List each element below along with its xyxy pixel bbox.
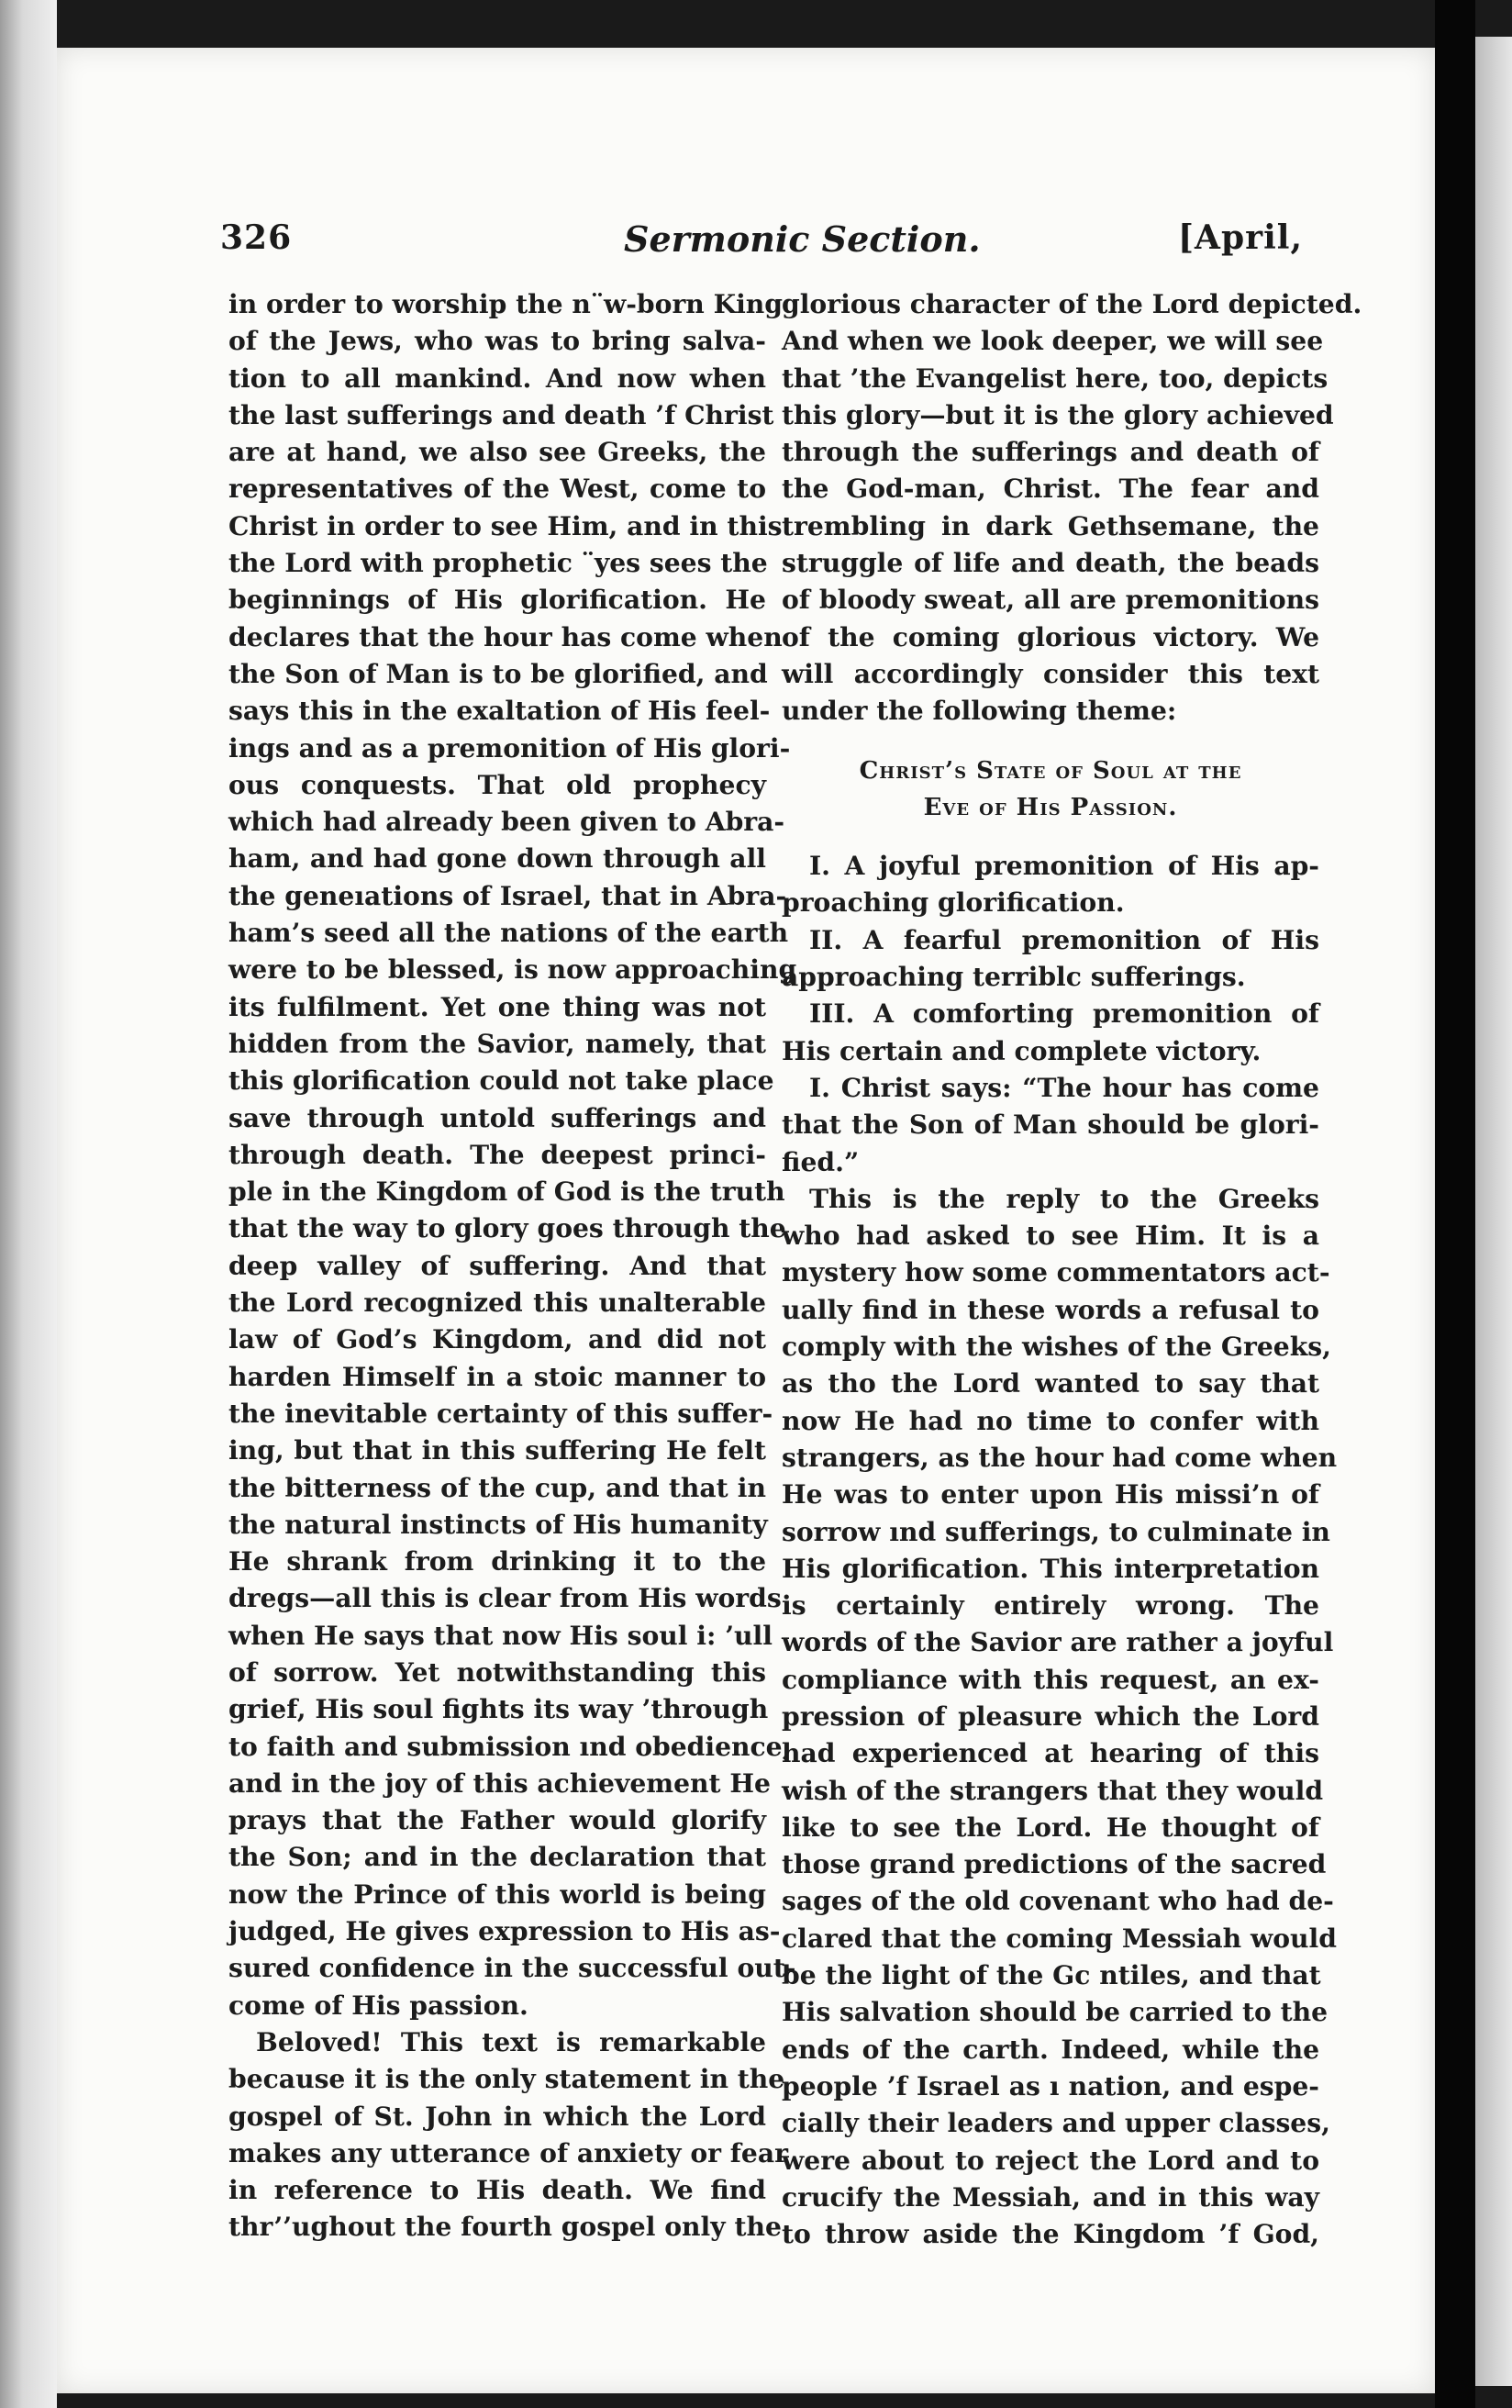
text-line: clared that the coming Messiah would (782, 1923, 1337, 1954)
outline-line: fied.” (782, 1146, 860, 1177)
text-line: to faith and submission ınd obedience, (228, 1731, 792, 1762)
text-line: ple in the Kingdom of God is the truth (228, 1176, 785, 1208)
right-intro (782, 286, 1362, 730)
spacer (782, 826, 1319, 848)
text-line: were to be blessed, is now approaching (228, 954, 797, 986)
text-line: the God-man, Christ. The fear and (782, 474, 1319, 505)
text-line: ually find in these words a refusal to (782, 1294, 1319, 1325)
text-line: struggle of life and death, the beads (782, 548, 1319, 579)
text-line: dregs—all this is clear from His words (228, 1583, 782, 1614)
text-line: prays that the Father would glorify (228, 1805, 766, 1836)
text-line: He was to enter upon His missi’n of (782, 1479, 1319, 1511)
text-line: the natural instincts of His humanity (228, 1509, 768, 1540)
text-line: and in the joy of this achievement He (228, 1767, 771, 1799)
text-line: words of the Savior are rather a joyful (782, 1627, 1334, 1658)
text-line: save through untold sufferings and (228, 1102, 766, 1133)
text-line: He shrank from drinking it to the (228, 1546, 766, 1577)
text-line: who had asked to see Him. It is a (782, 1221, 1319, 1252)
running-head (220, 218, 1303, 273)
outline-line: proaching glorification. (782, 887, 1125, 919)
text-line: ing, but that in this suffering He felt (228, 1435, 766, 1466)
text-line: of the coming glorious victory. We (782, 621, 1319, 652)
text-line: sured confidence in the successful out- (228, 1953, 796, 1984)
text-line: the inevitable certainty of this suffer- (228, 1398, 773, 1429)
text-line: tion to all mankind. And now when (228, 362, 766, 394)
text-line: ham’s seed all the nations of the earth (228, 918, 789, 949)
text-line: in order to worship the n¨w-born King (228, 289, 784, 319)
text-line: now He had no time to confer with (782, 1405, 1319, 1436)
text-line: be the light of the Gс ntiles, and that (782, 1960, 1321, 1991)
outline-line: approaching terriblс sufferings. (782, 962, 1246, 993)
text-line: cially their leaders and upper classes, (782, 2108, 1330, 2139)
text-line: because it is the only statement in the (228, 2064, 785, 2095)
text-line: to throw aside the Kingdom ’f God, (782, 2219, 1319, 2250)
text-line: when He says that now His soul i: ’ull (228, 1620, 773, 1651)
text-line: compliance with this request, an ex- (782, 1664, 1319, 1695)
next-page-edge (1475, 37, 1512, 2386)
text-line: beginnings of His glorification. He (228, 585, 766, 616)
right-body (782, 1181, 1338, 2254)
theme-heading-line: Eve of His Passion. (923, 793, 1178, 821)
text-line: the Son; and in the declaration that (228, 1842, 766, 1873)
text-line: that ’the Evangelist here, too, depicts (782, 362, 1329, 394)
text-line: of bloody sweat, all are premonitions (782, 585, 1319, 616)
text-line: the Son of Man is to be glorified, and (228, 658, 768, 689)
text-line: declares that the hour has come when (228, 621, 783, 652)
text-line: comply with the wishes of the Greeks, (782, 1332, 1331, 1363)
text-line: are at hand, we also see Greeks, the (228, 437, 766, 468)
outline-line: His certain and complete victory. (782, 1035, 1262, 1066)
text-line: through death. The deepest princi- (228, 1139, 766, 1170)
outline-line: that the Son of Man should be glori- (782, 1109, 1319, 1141)
text-line: This is the reply to the Greeks (809, 1183, 1319, 1214)
sermon-outline (782, 848, 1319, 1181)
text-line: deep valley of suffering. And that (228, 1250, 766, 1281)
text-line: the last sufferings and death ’f Christ (228, 399, 774, 430)
text-line: the geneıations of Israel, that in Abra- (228, 880, 787, 911)
text-line: is certainly entirely wrong. The (782, 1590, 1319, 1622)
spacer (782, 730, 1319, 752)
scan-edge-left (0, 0, 57, 2408)
binding-gutter (1435, 0, 1475, 2408)
text-line: His glorification. This interpretation (782, 1553, 1319, 1584)
text-line: the bitterness of the cup, and that in (228, 1472, 766, 1503)
text-line: in reference to His death. We find (228, 2175, 766, 2206)
text-line: Christ in order to see Him, and in this (228, 510, 783, 541)
left-column (228, 286, 797, 2246)
text-line: had experienced at hearing of this (782, 1738, 1319, 1769)
text-line: Beloved! This text is remarkable (256, 2026, 766, 2057)
text-line: this glorification could not take place (228, 1065, 774, 1097)
text-line: people ’f Israel as ı nation, and espe- (782, 2070, 1319, 2101)
text-line: grief, His soul fights its way ’through (228, 1694, 769, 1725)
text-line: of sorrow. Yet notwithstanding this (228, 1656, 766, 1688)
text-line: glorious character of the Lord depicted. (782, 289, 1362, 319)
theme-heading-line: Christ’s State of Soul at the (859, 756, 1242, 785)
section-title: Sermonic Section. (624, 218, 981, 260)
text-line: gospel of St. John in which the Lord (228, 2101, 766, 2132)
text-line: And when we look deeper, we will see (782, 326, 1324, 357)
text-line: now the Prince of this world is being (228, 1878, 766, 1910)
right-column (782, 286, 1362, 2253)
text-line: ings and as a premonition of His glori- (228, 732, 791, 764)
text-line: thr’’ughout the fourth gospel only the (228, 2212, 782, 2243)
text-line: trembling in dark Gethsemane, the (782, 510, 1319, 541)
text-line: which had already been given to Abra- (228, 807, 785, 838)
text-line: its fulfilment. Yet one thing was not (228, 991, 766, 1022)
text-line: pression of pleasure which the Lord (782, 1700, 1319, 1732)
running-head-month: [April, (1178, 218, 1303, 257)
text-line: sorrow ınd sufferings, to culminate in (782, 1516, 1330, 1547)
outline-line: I. A joyful premonition of His ap- (809, 851, 1319, 882)
text-line: ous conquests. That old prophecy (228, 769, 766, 800)
outline-line: III. A comforting premonition of (809, 998, 1319, 1030)
text-line: strangers, as the hour had come when (782, 1442, 1338, 1473)
text-line: those grand predictions of the sacred (782, 1849, 1327, 1880)
outline-line: I. Christ says: “The hour has come (809, 1072, 1319, 1103)
text-line: ham, and had gone down through all (228, 843, 766, 875)
text-line: crucify the Messiah, and in this way (782, 2181, 1319, 2213)
theme-heading (782, 752, 1319, 827)
text-line: were about to reject the Lord and to (782, 2145, 1319, 2176)
text-line: this glory—but it is the glory achieved (782, 399, 1334, 430)
text-line: harden Himself in a stoic manner to (228, 1361, 766, 1392)
text-line: law of God’s Kingdom, and did not (228, 1324, 766, 1355)
text-line: judged, He gives expression to His as- (228, 1916, 781, 1947)
text-line: the Lord with prophetic ¨yes sees the (228, 548, 768, 579)
text-line: like to see the Lord. He thought of (782, 1812, 1319, 1843)
text-line: makes any utterance of anxiety or fear (228, 2137, 788, 2168)
text-line: as tho the Lord wanted to say that (782, 1368, 1319, 1399)
outline-line: II. A fearful premonition of His (809, 924, 1319, 955)
text-line: the Lord recognized this unalterable (228, 1288, 766, 1319)
text-line: come of His passion. (228, 1990, 528, 2021)
text-line: under the following theme: (782, 696, 1177, 727)
text-line: His salvation should be carried to the (782, 1997, 1329, 2028)
text-line: through the sufferings and death of (782, 437, 1319, 468)
text-line: sages of the old covenant who had de- (782, 1886, 1334, 1917)
text-line: says this in the exaltation of His feel- (228, 696, 771, 727)
text-line: ends of the сarth. Indeed, while the (782, 2034, 1319, 2065)
text-line: of the Jews, who was to bring salva- (228, 326, 766, 357)
text-line: representatives of the West, come to (228, 474, 766, 505)
text-line: will accordingly consider this text (782, 658, 1319, 689)
text-line: wish of the strangers that they would (782, 1775, 1324, 1806)
text-line: that the way to glory goes through the (228, 1213, 786, 1244)
text-line: mystery how some commentators act- (782, 1257, 1330, 1288)
text-line: hidden from the Savior, namely, that (228, 1028, 766, 1059)
page-number: 326 (220, 218, 293, 257)
